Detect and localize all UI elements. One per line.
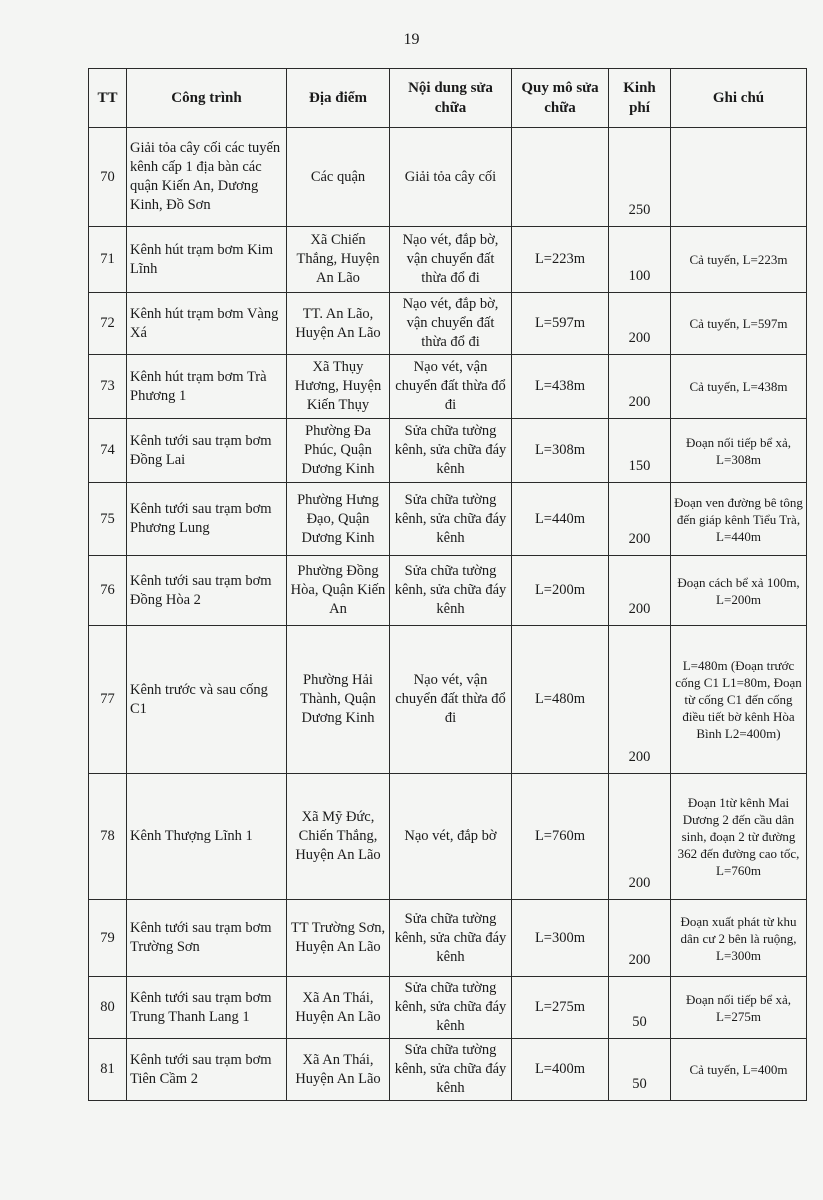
cell-scale: L=597m (512, 293, 609, 355)
cell-location: TT Trường Sơn, Huyện An Lão (287, 900, 390, 977)
cell-location: Phường Hải Thành, Quận Dương Kinh (287, 626, 390, 774)
header-note: Ghi chú (671, 69, 807, 128)
cell-note (671, 128, 807, 227)
header-scale: Quy mô sửa chữa (512, 69, 609, 128)
cell-location: Xã Chiến Thắng, Huyện An Lão (287, 227, 390, 293)
cell-content: Sửa chữa tường kênh, sửa chữa đáy kênh (390, 1039, 512, 1101)
cell-tt: 78 (89, 774, 127, 900)
cell-tt: 71 (89, 227, 127, 293)
cell-location: Các quận (287, 128, 390, 227)
cell-location: TT. An Lão, Huyện An Lão (287, 293, 390, 355)
cell-project: Kênh hút trạm bơm Kim Lĩnh (127, 227, 287, 293)
cell-content: Nạo vét, đắp bờ, vận chuyển đất thừa đổ đi (390, 227, 512, 293)
cell-project: Giải tỏa cây cối các tuyến kênh cấp 1 địa bàn các quận Kiến An, Dương Kinh, Đồ Sơn (127, 128, 287, 227)
cell-scale: L=308m (512, 419, 609, 483)
header-cost: Kinh phí (609, 69, 671, 128)
cell-scale: L=223m (512, 227, 609, 293)
cell-project: Kênh tưới sau trạm bơm Phương Lung (127, 483, 287, 556)
cell-tt: 72 (89, 293, 127, 355)
cell-note: Đoạn 1từ kênh Mai Dương 2 đến cầu dân sinh, đoạn 2 từ đường 362 đến đường cao tốc, L=760m (671, 774, 807, 900)
cell-cost: 200 (609, 293, 671, 355)
cell-content: Sửa chữa tường kênh, sửa chữa đáy kênh (390, 556, 512, 626)
table-row (89, 900, 807, 977)
cell-tt: 76 (89, 556, 127, 626)
cell-note: Đoạn ven đường bê tông đến giáp kênh Tiểu Trà, L=440m (671, 483, 807, 556)
cell-note: Đoạn cách bể xả 100m, L=200m (671, 556, 807, 626)
cell-tt: 81 (89, 1039, 127, 1101)
table-row (89, 1039, 807, 1101)
cell-project: Kênh tưới sau trạm bơm Đồng Hòa 2 (127, 556, 287, 626)
cell-note: L=480m (Đoạn trước cống C1 L1=80m, Đoạn từ cống C1 đến cống điều tiết bờ kênh Hòa Bình L2=400m) (671, 626, 807, 774)
cell-tt: 70 (89, 128, 127, 227)
cell-note: Cả tuyến, L=223m (671, 227, 807, 293)
cell-tt: 74 (89, 419, 127, 483)
cell-tt: 75 (89, 483, 127, 556)
cell-note: Đoạn nối tiếp bể xả, L=275m (671, 977, 807, 1039)
cell-note: Cả tuyến, L=597m (671, 293, 807, 355)
table-row (89, 293, 807, 355)
cell-project: Kênh tưới sau trạm bơm Tiên Cầm 2 (127, 1039, 287, 1101)
cell-scale: L=438m (512, 355, 609, 419)
cell-cost: 200 (609, 483, 671, 556)
table-row (89, 626, 807, 774)
cell-scale: L=200m (512, 556, 609, 626)
cell-cost: 250 (609, 128, 671, 227)
table-row (89, 419, 807, 483)
header-location: Địa điểm (287, 69, 390, 128)
table-row (89, 355, 807, 419)
table-row (89, 774, 807, 900)
cell-location: Xã Thụy Hương, Huyện Kiến Thụy (287, 355, 390, 419)
cell-scale: L=760m (512, 774, 609, 900)
cell-project: Kênh tưới sau trạm bơm Trường Sơn (127, 900, 287, 977)
cell-project: Kênh tưới sau trạm bơm Đồng Lai (127, 419, 287, 483)
cell-scale: L=480m (512, 626, 609, 774)
cell-location: Phường Đồng Hòa, Quận Kiến An (287, 556, 390, 626)
cell-location: Xã Mỹ Đức, Chiến Thắng, Huyện An Lão (287, 774, 390, 900)
table-row (89, 128, 807, 227)
cell-tt: 77 (89, 626, 127, 774)
cell-cost: 200 (609, 355, 671, 419)
header-row (89, 69, 807, 128)
cell-content: Sửa chữa tường kênh, sửa chữa đáy kênh (390, 419, 512, 483)
cell-cost: 50 (609, 1039, 671, 1101)
cell-cost: 100 (609, 227, 671, 293)
cell-content: Nạo vét, vận chuyển đất thừa đổ đi (390, 626, 512, 774)
repair-works-table (88, 68, 807, 1101)
cell-content: Nạo vét, đắp bờ, vận chuyển đất thừa đổ đi (390, 293, 512, 355)
cell-scale (512, 128, 609, 227)
cell-project: Kênh tưới sau trạm bơm Trung Thanh Lang 1 (127, 977, 287, 1039)
cell-content: Nạo vét, đắp bờ (390, 774, 512, 900)
cell-project: Kênh hút trạm bơm Vàng Xá (127, 293, 287, 355)
table-row (89, 977, 807, 1039)
cell-location: Phường Hưng Đạo, Quận Dương Kinh (287, 483, 390, 556)
cell-cost: 200 (609, 900, 671, 977)
cell-project: Kênh Thượng Lĩnh 1 (127, 774, 287, 900)
cell-scale: L=275m (512, 977, 609, 1039)
cell-content: Sửa chữa tường kênh, sửa chữa đáy kênh (390, 977, 512, 1039)
cell-note: Đoạn xuất phát từ khu dân cư 2 bên là ruộng, L=300m (671, 900, 807, 977)
cell-location: Phường Đa Phúc, Quận Dương Kinh (287, 419, 390, 483)
cell-project: Kênh hút trạm bơm Trà Phương 1 (127, 355, 287, 419)
cell-cost: 150 (609, 419, 671, 483)
cell-note: Cả tuyến, L=438m (671, 355, 807, 419)
cell-content: Sửa chữa tường kênh, sửa chữa đáy kênh (390, 483, 512, 556)
cell-note: Cả tuyến, L=400m (671, 1039, 807, 1101)
cell-scale: L=300m (512, 900, 609, 977)
table-row (89, 483, 807, 556)
cell-project: Kênh trước và sau cống C1 (127, 626, 287, 774)
cell-tt: 79 (89, 900, 127, 977)
header-tt: TT (89, 69, 127, 128)
cell-cost: 200 (609, 774, 671, 900)
cell-scale: L=400m (512, 1039, 609, 1101)
cell-content: Nạo vét, vận chuyển đất thừa đổ đi (390, 355, 512, 419)
table-row (89, 556, 807, 626)
cell-cost: 50 (609, 977, 671, 1039)
cell-cost: 200 (609, 626, 671, 774)
page-number: 19 (403, 31, 420, 48)
header-project: Công trình (127, 69, 287, 128)
cell-content: Giải tỏa cây cối (390, 128, 512, 227)
cell-content: Sửa chữa tường kênh, sửa chữa đáy kênh (390, 900, 512, 977)
cell-cost: 200 (609, 556, 671, 626)
cell-tt: 73 (89, 355, 127, 419)
cell-location: Xã An Thái, Huyện An Lão (287, 977, 390, 1039)
header-content: Nội dung sửa chữa (390, 69, 512, 128)
cell-location: Xã An Thái, Huyện An Lão (287, 1039, 390, 1101)
table-row (89, 227, 807, 293)
cell-note: Đoạn nối tiếp bể xả, L=308m (671, 419, 807, 483)
cell-scale: L=440m (512, 483, 609, 556)
cell-tt: 80 (89, 977, 127, 1039)
